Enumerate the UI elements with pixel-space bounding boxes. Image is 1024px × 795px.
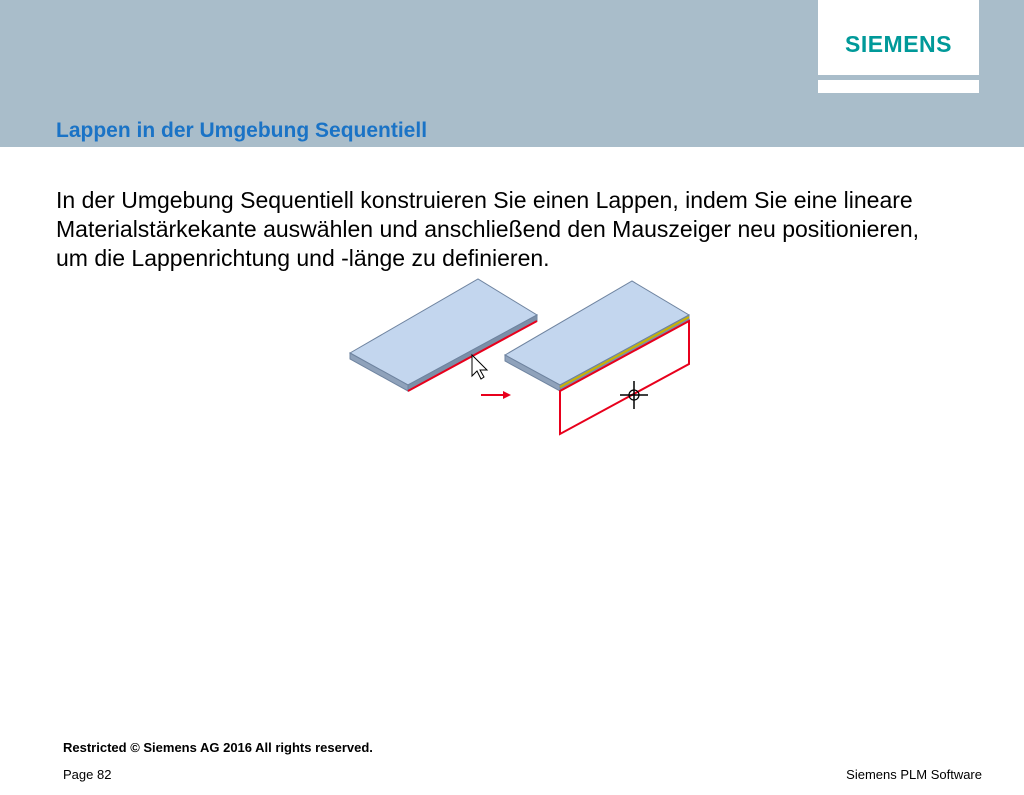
arrow-cursor-icon [472,355,487,379]
page-title: Lappen in der Umgebung Sequentiell [56,119,428,142]
body-paragraph: In der Umgebung Sequentiell konstruieren Sie einen Lappen, indem Sie eine lineare Materialstärkekante auswählen und anschließend den Mauszeiger neu positionieren, um die Lappenrichtung und -länge zu definieren. [56,187,920,271]
siemens-logo [818,0,979,75]
right-arrow-icon [481,391,511,399]
footer-company-name: Siemens PLM Software [846,767,982,782]
left-plate [350,279,537,391]
footer-page-number: Page 82 [63,767,112,782]
logo-underline-strip [818,80,979,93]
logo-text: SIEMENS [844,31,953,57]
tab-illustration [345,275,705,445]
crosshair-cursor-icon [620,381,648,409]
footer-restricted-notice: Restricted © Siemens AG 2016 All rights reserved. [63,740,373,755]
